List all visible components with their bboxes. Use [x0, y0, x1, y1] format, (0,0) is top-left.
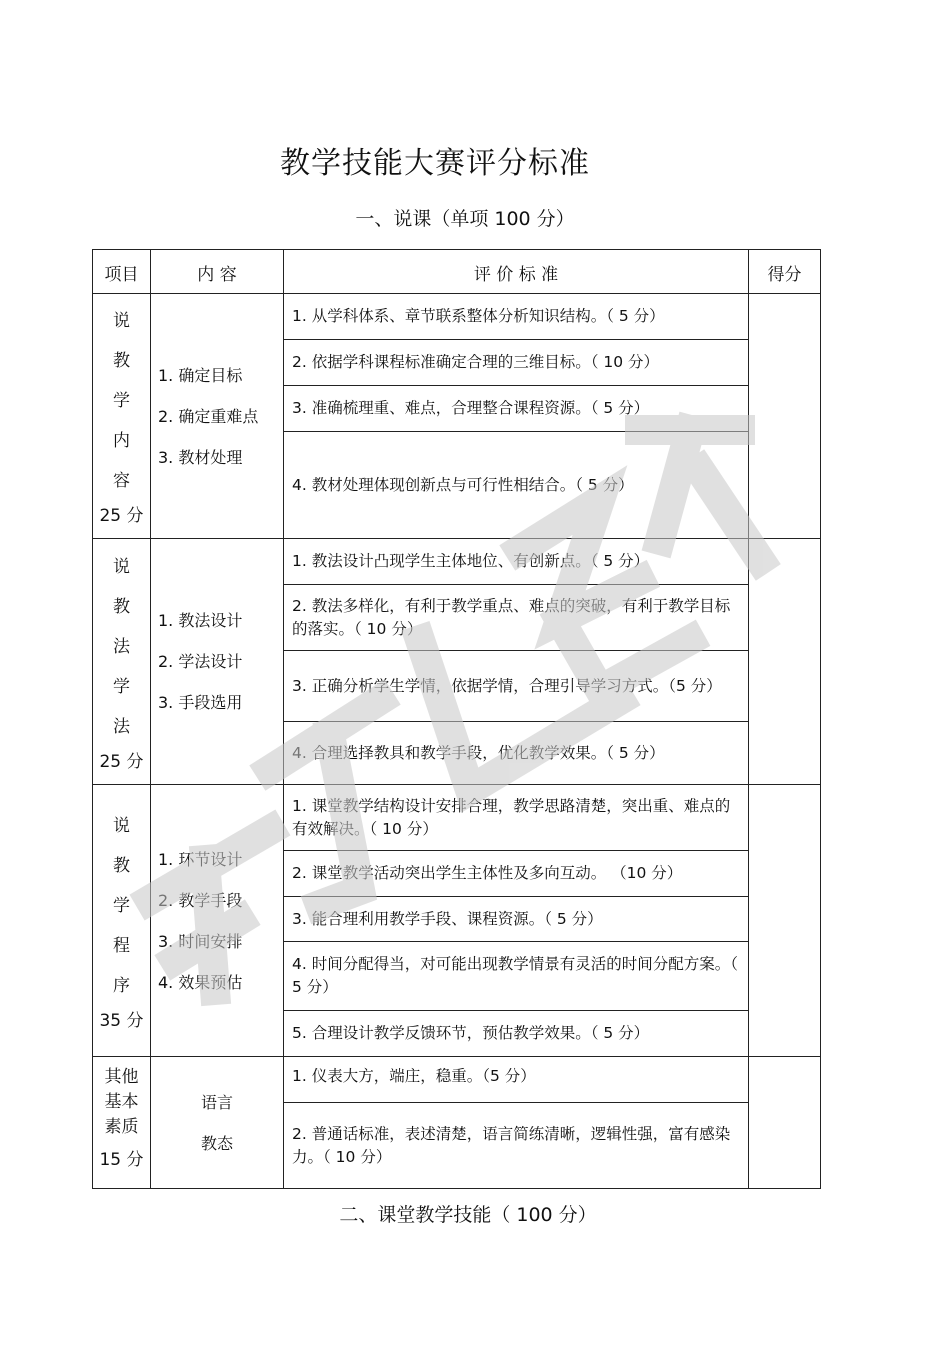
- content-item: 1. 确定目标: [158, 365, 243, 385]
- criteria-cell: 3. 准确梳理重、难点，合理整合课程资源。（ 5 分）: [284, 386, 749, 432]
- category-char: 学: [113, 676, 130, 697]
- category-char: 说: [113, 311, 130, 331]
- content-item: 2. 学法设计: [158, 652, 243, 671]
- header-score: 得分: [749, 250, 821, 294]
- category-char: 法: [113, 636, 130, 657]
- header-criteria: 评 价 标 准: [284, 250, 749, 294]
- content-cell: [151, 294, 284, 539]
- category-cell: [93, 1057, 151, 1189]
- header-content: 内 容: [151, 250, 284, 294]
- criteria-cell: 1. 课堂教学结构设计安排合理，教学思路清楚，突出重、难点的有效解决。（ 10 分）: [284, 785, 749, 851]
- category-char: 说: [113, 815, 130, 836]
- criteria-cell: 1. 仪表大方，端庄，稳重。（5 分）: [284, 1057, 749, 1103]
- content-item: 3. 手段选用: [158, 693, 243, 712]
- criteria-cell: 3. 能合理利用教学手段、课程资源。（ 5 分）: [284, 897, 749, 942]
- table-row: [93, 785, 821, 851]
- category-char: 学: [113, 391, 130, 411]
- category-char: 基本: [104, 1092, 139, 1112]
- content-item: 教态: [200, 1133, 233, 1153]
- content-item: 2. 确定重难点: [158, 406, 259, 426]
- category-char: 教: [113, 855, 130, 876]
- category-cell: [93, 539, 151, 785]
- category-char: 教: [113, 596, 130, 617]
- criteria-cell: 1. 教法设计凸现学生主体地位、有创新点。（ 5 分）: [284, 539, 749, 585]
- score-cell: [749, 539, 821, 785]
- category-char: 学: [113, 895, 130, 916]
- category-char: 法: [113, 716, 130, 737]
- category-char: 程: [113, 935, 130, 956]
- content-item: 3. 教材处理: [158, 447, 243, 467]
- content-item: 3. 时间安排: [158, 931, 243, 951]
- page-title: 教学技能大赛评分标准: [280, 146, 590, 181]
- table-row: [93, 539, 821, 585]
- criteria-cell: 2. 课堂教学活动突出学生主体性及多向互动。 （10 分）: [284, 851, 749, 897]
- table-row: [93, 294, 821, 340]
- criteria-cell: 4. 合理选择教具和教学手段，优化教学效果。（ 5 分）: [284, 722, 749, 785]
- table-header-row: [93, 250, 821, 294]
- category-char: 序: [113, 975, 130, 996]
- score-cell: [749, 785, 821, 1057]
- table-row: [93, 1057, 821, 1103]
- category-char: 教: [113, 351, 130, 371]
- section-two-title: 二、课堂教学技能（ 100 分）: [339, 1204, 597, 1226]
- score-cell: [749, 1057, 821, 1189]
- category-score: 25 分: [99, 506, 144, 526]
- category-char: 素质: [104, 1117, 139, 1137]
- category-char: 其他: [104, 1067, 139, 1087]
- content-item: 语言: [200, 1092, 233, 1112]
- category-char: 内: [113, 431, 130, 451]
- header-item: 项目: [93, 250, 151, 294]
- criteria-cell: 2. 依据学科课程标准确定合理的三维目标。（ 10 分）: [284, 340, 749, 386]
- criteria-cell: 1. 从学科体系、章节联系整体分析知识结构。（ 5 分）: [284, 294, 749, 340]
- criteria-cell: 4. 教材处理体现创新点与可行性相结合。（ 5 分）: [284, 432, 749, 539]
- content-cell: [151, 1057, 284, 1189]
- criteria-cell: 2. 教法多样化，有利于教学重点、难点的突破，有利于教学目标的落实。（ 10 分）: [284, 585, 749, 651]
- content-item: 1. 教法设计: [158, 611, 243, 630]
- scoring-table: [92, 249, 821, 1189]
- content-item: 4. 效果预估: [158, 972, 243, 992]
- content-item: 2. 教学手段: [158, 890, 243, 910]
- content-cell: [151, 785, 284, 1057]
- category-score: 35 分: [99, 1010, 144, 1031]
- category-score: 15 分: [99, 1150, 144, 1170]
- category-char: 容: [113, 471, 130, 491]
- content-cell: [151, 539, 284, 785]
- criteria-cell: 3. 正确分析学生学情，依据学情，合理引导学习方式。（5 分）: [284, 651, 749, 722]
- content-item: 1. 环节设计: [158, 849, 243, 869]
- score-cell: [749, 294, 821, 539]
- category-cell: [93, 294, 151, 539]
- criteria-cell: 5. 合理设计教学反馈环节，预估教学效果。（ 5 分）: [284, 1011, 749, 1057]
- section-one-title: 一、说课（单项 100 分）: [355, 208, 575, 230]
- criteria-cell: 4. 时间分配得当，对可能出现教学情景有灵活的时间分配方案。（ 5 分）: [284, 942, 749, 1011]
- criteria-cell: 2. 普通话标准，表述清楚，语言简练清晰，逻辑性强，富有感染力。（ 10 分）: [284, 1103, 749, 1189]
- category-score: 25 分: [99, 751, 144, 772]
- category-cell: [93, 785, 151, 1057]
- category-char: 说: [113, 556, 130, 577]
